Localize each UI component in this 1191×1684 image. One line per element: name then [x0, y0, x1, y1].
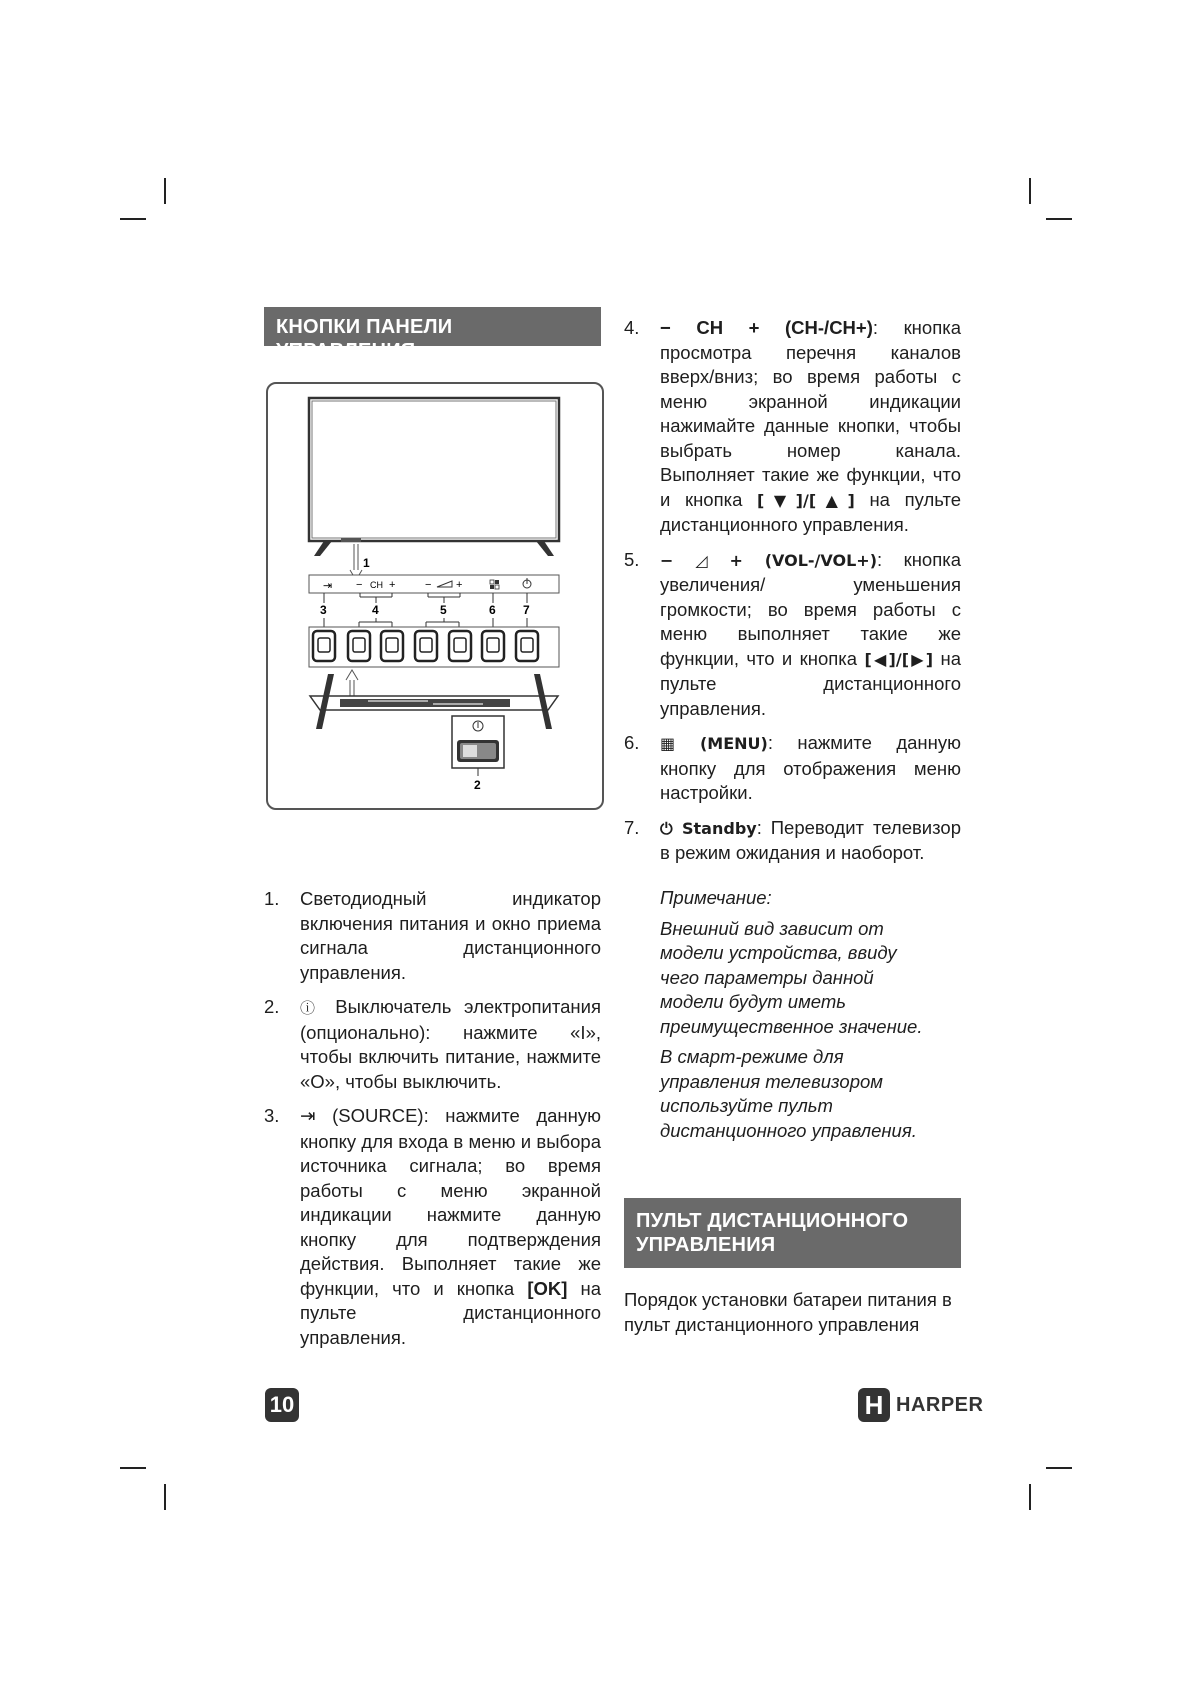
section-heading-remote: ПУЛЬТ ДИСТАНЦИОННОГО УПРАВЛЕНИЯ [624, 1198, 961, 1268]
item-number: 7. [624, 816, 640, 838]
callout-4: 4 [372, 603, 379, 617]
item-number: 2. [264, 996, 280, 1017]
item-number: 6. [624, 732, 640, 753]
crop-mark [120, 218, 146, 220]
vol-plus: + [456, 579, 463, 591]
callout-3: 3 [320, 603, 327, 617]
crop-mark [1046, 218, 1072, 220]
callout-6: 6 [489, 603, 496, 617]
brand-mark: H [858, 1388, 890, 1422]
standby-button-label: ⏻ Standby [660, 818, 757, 838]
item-text: : нажмите данную кнопку для отображения меню настройки. [660, 732, 961, 803]
ch-label: CH [370, 580, 383, 590]
item-text: на пульте дистанционного управления. [660, 488, 961, 535]
item-text: Светодиодный индикатор включения питания и окно приема сигнала дистанционного управления. [300, 888, 601, 983]
power-switch-icon: ⓘ [300, 999, 323, 1017]
tv-diagram-svg [268, 384, 601, 807]
item-text: Выключатель электропитания (опционально): нажмите «I», чтобы включить питание, нажмите «O», чтобы выключить. [300, 996, 601, 1092]
item-number: 4. [624, 317, 640, 338]
note-paragraph: Внешний вид зависит от модели устройства, ввиду чего параметры данной модели будут иметь преимущественное значение. [660, 917, 923, 1037]
section-heading-control-panel: КНОПКИ ПАНЕЛИ УПРАВЛЕНИЯ [264, 307, 601, 346]
item-number: 5. [624, 548, 640, 570]
crop-mark [164, 1484, 166, 1510]
list-item [264, 887, 601, 985]
physical-buttons [313, 631, 538, 661]
callout-7: 7 [523, 603, 530, 617]
item-text: на пульте дистанционного управления. [660, 647, 962, 719]
remote-key-label: [◀]/[▶] [864, 649, 934, 669]
ch-minus: − [356, 579, 363, 591]
crop-mark [1029, 1484, 1031, 1510]
remote-key-label: [▼]/[▲] [757, 490, 855, 510]
item-text: (SOURCE): нажмите данную кнопку для входа в меню и выбора источника сигнала; во время работы с меню экранной индикации нажмите данную кнопку для подтверждения действия. Выполняет такие же функции, что и кнопка [300, 1105, 601, 1299]
item-number: 3. [264, 1105, 280, 1126]
list-item [264, 1104, 601, 1350]
list-item [624, 316, 961, 538]
crop-mark [120, 1467, 146, 1469]
item-text: : Переводит телевизор в режим ожидания и наоборот. [660, 816, 961, 863]
brand-logo [858, 1387, 983, 1423]
callout-1: 1 [363, 556, 370, 570]
list-item [624, 731, 961, 806]
left-item-list [264, 887, 601, 1360]
item-text: : кнопка просмотра перечня каналов вверх/вниз; во время работы с меню экранной индикации нажимайте данные кнопки, чтобы выбрать номер канала. Выполняет такие же функции, что и кнопка [660, 317, 961, 510]
ok-key-label: [OK] [527, 1277, 568, 1299]
callout-5: 5 [440, 603, 447, 617]
item-number: 1. [264, 888, 280, 909]
vol-button-label: − ◿ + (VOL-/VOL+) [660, 550, 878, 570]
list-item [624, 816, 961, 866]
page-number: 10 [265, 1388, 299, 1422]
note-paragraph: В смарт-режиме для управления телевизором используйте пульт дистанционного управления. [660, 1046, 917, 1141]
source-icon: ⇥ [300, 1106, 316, 1127]
item-text: : кнопка увеличения/ уменьшения громкости; во время работы с меню выполняет такие же функции, что и кнопка [660, 548, 962, 669]
brand-name: HARPER [896, 1393, 984, 1416]
note-title: Примечание: [660, 887, 772, 908]
list-item [264, 995, 601, 1094]
note-block [660, 886, 935, 1149]
crop-mark [164, 178, 166, 204]
vol-minus: − [425, 579, 432, 591]
list-item [624, 548, 961, 722]
crop-mark [1029, 178, 1031, 204]
right-item-list [624, 316, 961, 876]
source-icon: ⇥ [323, 579, 333, 592]
crop-mark [1046, 1467, 1072, 1469]
item-text: на пульте дистанционного управления. [300, 1277, 602, 1348]
tv-control-panel-diagram [266, 382, 604, 810]
menu-button-label: ▦ (MENU) [660, 734, 768, 753]
callout-2: 2 [474, 778, 481, 792]
battery-instructions: Порядок установки батареи питания в пульт дистанционного управления [624, 1289, 952, 1335]
ch-button-label: − CH + (CH-/CH+) [660, 317, 873, 338]
ch-plus: + [389, 579, 396, 591]
